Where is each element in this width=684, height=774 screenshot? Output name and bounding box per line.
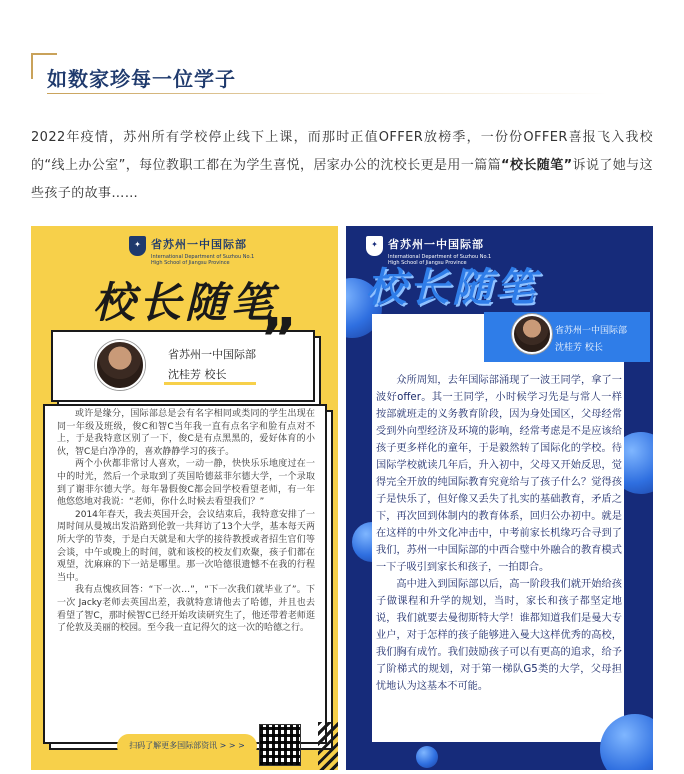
school-crest-icon: ✦ [366,236,383,256]
stripe-decoration [318,722,338,770]
name-card [484,312,650,362]
essay-text [57,408,315,635]
intro-text-2: 诉说了她与这些孩子的故事…… [31,158,653,201]
principal-essay-poster-blue[interactable] [346,226,653,770]
essay-paragraph: 高中进入到国际部以后，高一阶段我们就开始给孩子做课程和升学的规划，当时，家长和孩子都坚定地说，我们就要去曼彻斯特大学！谁都知道我们是曼大专业户，对于怎样的孩子能够进入曼大这样优秀的高校，我们胸有成竹。我们鼓励孩子可以有更高的追求，给予了阶梯式的规划，对于第一梯队G5类的大学，父母担忧地认为这基本不可能。 [376,579,622,692]
section-title: 如数家珍每一位学子 [47,67,236,91]
poster-title: 校长随笔 [366,265,538,311]
intro-text-1: 2022年疫情，苏州所有学校停止线下上课，而那时正值OFFER放榜季，一份份OFFER喜报飞入我校的“线上办公室”，每位教职工都在为学生喜悦，居家办公的沈校长更是用一篇篇 [31,130,653,173]
logo-name-cn: 省苏州一中国际部 [151,238,247,251]
essay-paragraph: 我有点愧疚回答：“下一次…”，“下一次我们就毕业了”。下一次 Jacky老师去英国出差，我就特意请他去了哈德，并且也去看望了智C，那时候智C已经开始攻读研究生了，他还带着老师逛了伦敦及美丽的校园。至今我一直记得欠的这一次的哈德之行。 [57,585,315,634]
logo-name-en: International Department of Suzhou No.1 High School of Jiangsu Province [151,254,255,266]
intro-highlight: “校长随笔” [501,158,573,173]
essay-paragraph: 众所周知，去年国际部涌现了一波王同学，拿了一波好offer。其一王同学，小时候学习先是与常人一样按部就班走的义务教育阶段，因为身处国区，父母经常受到外向型经济及环境的影响，经常考虑是不是应该给孩子更多样化的童年，于是毅然转了国际化的学校。待国际学校就读几年后，升入初中，父母又开始反思，觉得完全开放的纯国际教育究竟给与了孩子什么？觉得孩子是快乐了，但好像又丢失了扎实的基础教育，矛盾之下，再次回到体制内的教育体系，回归公办初中。就是在这样的中外文化冲击中，中考前家长机缘巧合寻到了我们，苏州一中国际部的中西合璧中外融合的教育模式一下子吸引到家长和孩子，一拍即合。 [376,375,622,573]
qr-code-icon [259,724,301,766]
name-line-school: 省苏州一中国际部 [555,326,628,336]
logo-name-cn: 省苏州一中国际部 [388,238,484,251]
essay-text [376,372,622,695]
title-divider [47,93,607,94]
school-logo [129,236,259,264]
essay-paragraph: 两个小伙都非常讨人喜欢，一动一静，快快乐乐地度过在一中的时光，然后一个录取到了英国哈德兹菲尔德大学，一个录取到了谢菲尔德大学。每年暑假俊C都会回学校看望老师，有一年他悠悠地对我说：“老师，你什么时候去看望我们？” [57,459,315,508]
quote-mark-icon: ” [260,307,297,372]
essay-paragraph: 2014年春天，我去英国开会，会议结束后，我特意安排了一周时间从曼城出发沿路到伦敦一共拜访了13个大学，基本每天两所大学的节奏，于是白天就是和大学的接待教授或者招生官们等会谈，中午或晚上的时间，就和该校的校友们欢聚，孩子们都在观望，沈麻麻的下一站是哪里。那一次哈德很遗憾不在我的行程当中。 [57,509,315,583]
principal-avatar [95,340,145,390]
name-line-principal: 沈桂芳 校长 [555,343,603,353]
school-crest-icon: ✦ [129,236,146,256]
intro-paragraph [31,124,653,208]
sphere-decoration [416,746,438,768]
more-info-link[interactable]: 扫码了解更多国际部资讯 > > > [117,734,257,758]
principal-avatar [512,314,552,354]
logo-name-en: International Department of Suzhou No.1 High School of Jiangsu Province [388,254,492,266]
name-underline [164,382,256,385]
principal-essay-poster-yellow[interactable] [31,226,338,770]
essay-paragraph: 或许是缘分，国际部总是会有名字相同或类同的学生出现在同一年级及班级，俊C和智C当年我一直有点名字和脸有点对不上，于是我特意区别了一下，俊C是有点黑黑的，爱好体育的小伙，智C是白净净的，喜欢静静学习的孩子。 [57,409,315,457]
name-line-principal: 沈桂芳 校长 [168,368,227,381]
name-line-school: 省苏州一中国际部 [168,348,256,361]
poster-title: 校长随笔 [93,278,278,327]
